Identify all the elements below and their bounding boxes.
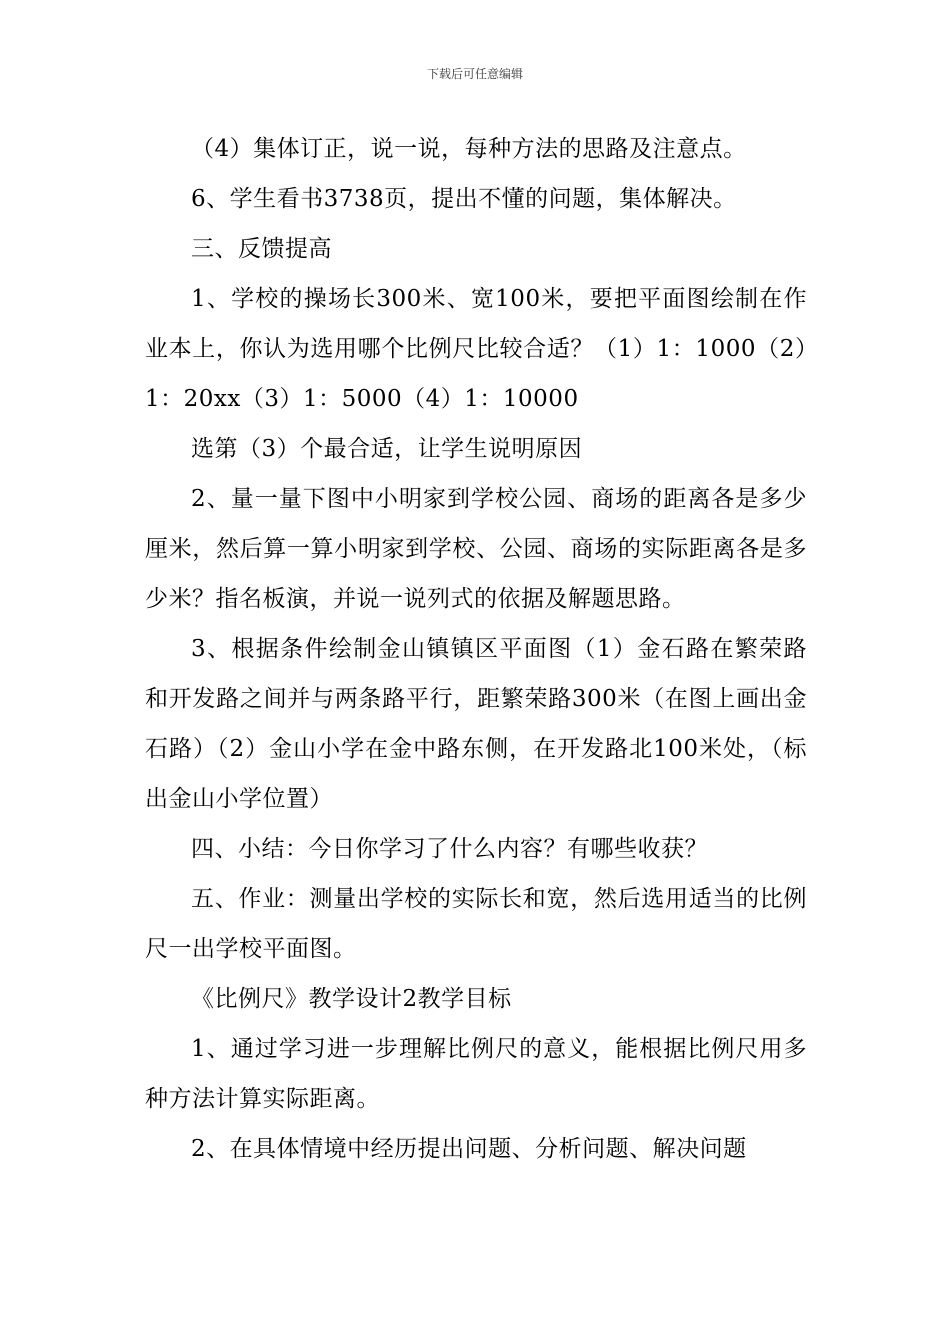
paragraph-exercise-1: 1、学校的操场长300米、宽100米，要把平面图绘制在作业本上，你认为选用哪个比例尺比较合适？（1）1：1000（2）1：20xx（3）1：5000（4）1：10000 bbox=[145, 286, 807, 412]
section-heading-summary: 四、小结：今日你学习了什么内容？有哪些收获？ bbox=[191, 836, 708, 862]
document-body bbox=[145, 124, 807, 1174]
paragraph-exercise-2: 2、量一量下图中小明家到学校公园、商场的距离各是多少厘米，然后算一算小明家到学校、公园、商场的实际距离各是多少米？指名板演，并说一说列式的依据及解题思路。 bbox=[145, 486, 807, 612]
paragraph-answer-choice: 选第（3）个最合适，让学生说明原因 bbox=[191, 436, 583, 462]
section-heading-design-2: 《比例尺》教学设计2教学目标 bbox=[191, 986, 512, 1012]
section-heading-homework: 五、作业：测量出学校的实际长和宽，然后选用适当的比例尺一出学校平面图。 bbox=[145, 886, 807, 962]
paragraph-goal-2: 2、在具体情境中经历提出问题、分析问题、解决问题 bbox=[191, 1136, 747, 1162]
section-heading-feedback: 三、反馈提高 bbox=[191, 236, 332, 262]
paragraph-read-book: 6、学生看书3738页，提出不懂的问题，集体解决。 bbox=[191, 186, 737, 212]
paragraph-goal-1: 1、通过学习进一步理解比例尺的意义，能根据比例尺用多种方法计算实际距离。 bbox=[145, 1036, 807, 1112]
paragraph-collective-correction: （4）集体订正，说一说，每种方法的思路及注意点。 bbox=[191, 136, 747, 162]
page-header: 下载后可任意编辑 bbox=[426, 67, 523, 81]
paragraph-exercise-3: 3、根据条件绘制金山镇镇区平面图（1）金石路在繁荣路和开发路之间并与两条路平行，距繁荣路300米（在图上画出金石路）（2）金山小学在金中路东侧，在开发路北100米处，（标出金山小学位置） bbox=[145, 636, 807, 812]
